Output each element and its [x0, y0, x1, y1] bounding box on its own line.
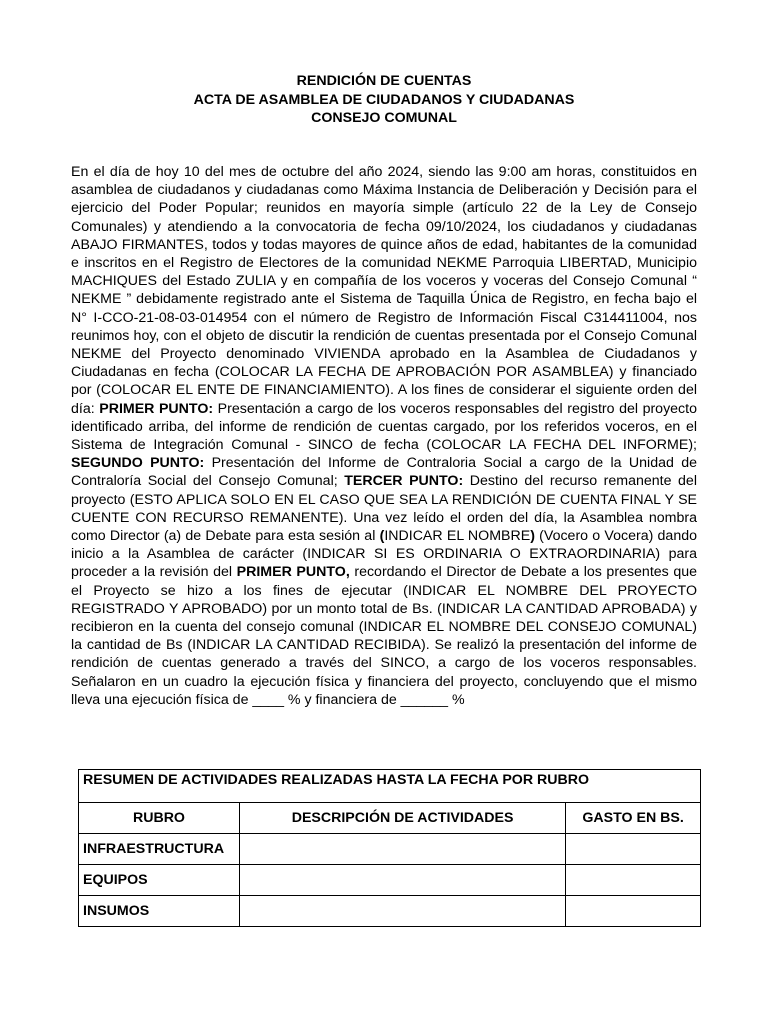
table-row	[79, 865, 701, 896]
rubro-cell: EQUIPOS	[79, 865, 240, 896]
header-descripcion: DESCRIPCIÓN DE ACTIVIDADES	[239, 803, 565, 834]
closing-text: recordando el Director de Debate a los presentes que el Proyecto se hizo a los fines de ejecutar (INDICAR EL NOMBRE DEL PROYECTO REGISTRADO Y APROBADO) por un monto total de Bs. (INDICAR LA CANTIDAD APROBADA) y recibieron en la cuenta del consejo comunal (INDICAR EL NOMBRE DEL CONSEJO COMUNAL) la cantidad de Bs (INDICAR LA CANTIDAD RECIBIDA). Se realizó la presentación del informe de rendición de cuentas generado a través del SINCO, a cargo de los voceros responsables. Señalaron en un cuadro la ejecución física y financiera del proyecto, concluyendo que el mismo lleva una ejecución física de ____ % y financiera de ______ %	[71, 564, 697, 708]
table-row	[79, 896, 701, 927]
primer-punto-text: Presentación a cargo de los voceros responsables del registro del proyecto identificado arriba, del informe de rendición de cuentas cargado, por los referidos voceros, en el Sistema de Integración Comunal - SINCO de fecha (COLOCAR LA FECHA DEL INFORME);	[71, 400, 697, 454]
header-rubro: RUBRO	[79, 803, 240, 834]
primer-punto-label: PRIMER PUNTO:	[99, 400, 214, 417]
title-line-1: RENDICIÓN DE CUENTAS	[296, 73, 472, 89]
primer-punto-label-2: PRIMER PUNTO,	[236, 564, 350, 581]
header-gasto: GASTO EN BS.	[566, 803, 701, 834]
descripcion-cell	[239, 834, 565, 865]
segundo-punto-label: SEGUNDO PUNTO:	[71, 455, 205, 472]
descripcion-cell	[239, 865, 565, 896]
tercer-punto-label: TERCER PUNTO:	[344, 473, 464, 490]
table-title: RESUMEN DE ACTIVIDADES REALIZADAS HASTA LA FECHA POR RUBRO	[79, 770, 701, 803]
gasto-cell	[566, 896, 701, 927]
paren-open: (	[379, 528, 385, 545]
act-body-paragraph	[71, 163, 697, 709]
descripcion-cell	[239, 896, 565, 927]
table-row	[79, 834, 701, 865]
segundo-punto-text: Presentación del Informe de Contraloria Social a cargo de la Unidad de Contraloría Social del Consejo Comunal;	[71, 455, 697, 490]
gasto-cell	[566, 834, 701, 865]
rubro-cell: INSUMOS	[79, 896, 240, 927]
document-title	[0, 72, 768, 128]
title-line-2: ACTA DE ASAMBLEA DE CIUDADANOS Y CIUDADANAS	[193, 91, 575, 108]
activities-summary-table	[78, 769, 701, 927]
rubro-cell: INFRAESTRUCTURA	[79, 834, 240, 865]
paren-close: )	[530, 528, 535, 545]
assembly-text: (Vocero o Vocera) dando inicio a la Asamblea de carácter (INDICAR SI ES ORDINARIA O EXTRAORDINARIA) para proceder a la revisión del	[71, 528, 697, 581]
director-name-placeholder: INDICAR EL NOMBRE	[384, 528, 531, 545]
body-intro: En el día de hoy 10 del mes de octubre del año 2024, siendo las 9:00 am horas, constituidos en asamblea de ciudadanos y ciudadanas como Máxima Instancia de Deliberación y Decisión para el ejercicio del Poder Popular; reunidos en mayoría simple (artículo 22 de la Ley de Consejo Comunales) y atendiendo a la convocatoria de fecha 09/10/2024, los ciudadanos y ciudadanas ABAJO FIRMANTES, todos y todas mayores de quince años de edad, habitantes de la comunidad e inscritos en el Registro de Electores de la comunidad NEKME Parroquia LIBERTAD, Municipio MACHIQUES del Estado ZULIA y en compañía de los voceros y voceras del Consejo Comunal “ NEKME ” debidamente registrado ante el Sistema de Taquilla Única de Registro, en fecha bajo el N° I-CCO-21-08-03-014954 con el número de Registro de Información Fiscal C314411004, nos reunimos hoy, con el objeto de discutir la rendición de cuentas presentada por el Consejo Comunal NEKME del Proyecto denominado VIVIENDA aprobado en la Asamblea de Ciudadanos y Ciudadanas en fecha (COLOCAR LA FECHA DE APROBACIÓN POR ASAMBLEA) y financiado por (COLOCAR EL ENTE DE FINANCIAMIENTO). A los fines de considerar el siguiente orden del día:	[71, 164, 697, 417]
gasto-cell	[566, 865, 701, 896]
title-line-3: CONSEJO COMUNAL	[311, 110, 457, 126]
tercer-punto-text: Destino del recurso remanente del proyecto (ESTO APLICA SOLO EN EL CASO QUE SEA LA RENDICIÓN DE CUENTA FINAL Y SE CUENTE CON RECURSO REMANENTE). Una vez leído el orden del día, la Asamblea nombra como Director (a) de Debate para esta sesión al	[71, 473, 697, 545]
